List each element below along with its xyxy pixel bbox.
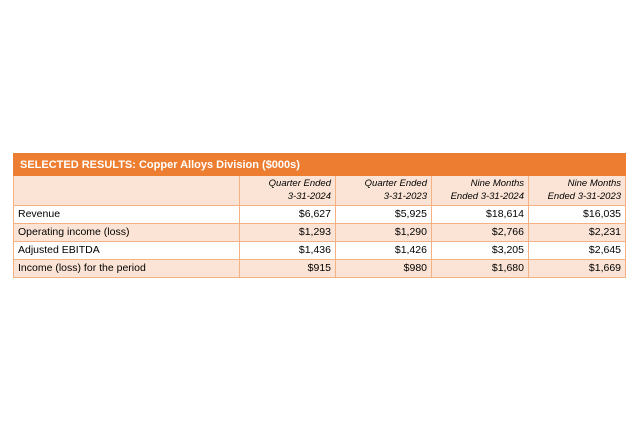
cell-value: $1,669 [529,260,626,278]
cell-value: $2,766 [432,224,529,242]
cell-value: $1,293 [240,224,336,242]
column-header-line1: Quarter Ended [364,178,427,189]
cell-value: $1,436 [240,242,336,260]
row-label: Income (loss) for the period [14,260,240,278]
table-title: SELECTED RESULTS: Copper Alloys Division ($000s) [14,154,626,176]
table-title-row [14,154,626,176]
cell-value: $1,680 [432,260,529,278]
cell-value: $1,290 [336,224,432,242]
table-row-adjusted-ebitda [14,242,626,260]
column-header-line1: Nine Months [567,178,622,189]
column-header-9m-2024 [432,176,529,206]
column-header-line2: 3-31-2024 [287,190,331,202]
cell-value: $18,614 [432,206,529,224]
row-label: Adjusted EBITDA [14,242,240,260]
results-table [13,153,626,278]
column-header-line2: 3-31-2023 [383,190,427,202]
table-row-income-for-period [14,260,626,278]
cell-value: $6,627 [240,206,336,224]
cell-value: $5,925 [336,206,432,224]
column-header-9m-2023 [529,176,626,206]
column-header-line1: Nine Months [470,178,524,189]
cell-value: $3,205 [432,242,529,260]
row-label: Revenue [14,206,240,224]
column-header-line1: Quarter Ended [268,178,331,189]
cell-value: $2,645 [529,242,626,260]
cell-value: $2,231 [529,224,626,242]
cell-value: $915 [240,260,336,278]
column-header-line2: Ended 3-31-2024 [450,190,524,202]
column-header-blank [14,176,240,206]
cell-value: $980 [336,260,432,278]
table-row-revenue [14,206,626,224]
column-header-line2: Ended 3-31-2023 [547,190,622,202]
table-row-operating-income [14,224,626,242]
cell-value: $16,035 [529,206,626,224]
column-header-q1-2023 [336,176,432,206]
column-header-row [14,176,626,206]
cell-value: $1,426 [336,242,432,260]
column-header-q1-2024 [240,176,336,206]
row-label: Operating income (loss) [14,224,240,242]
